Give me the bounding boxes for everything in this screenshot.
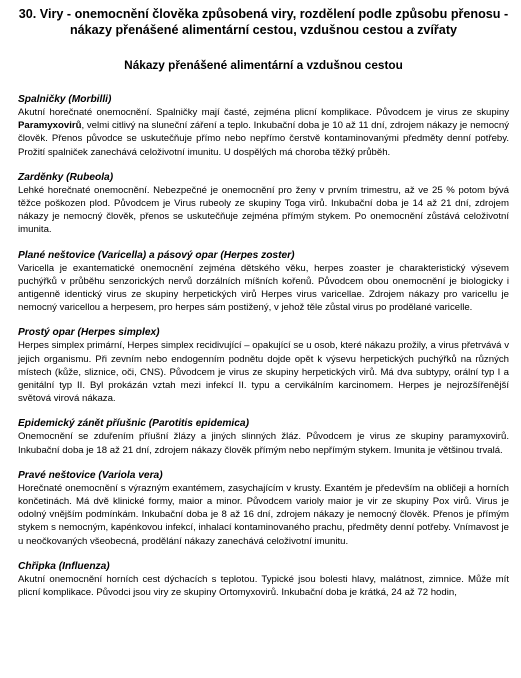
section-heading: Zarděnky (Rubeola) [18,171,114,183]
section-paragraph: Horečnaté onemocnění s výrazným exantémem, zasychajícím v krusty. Exantém je především na obličeji a horních končetinách. Má dvě klinické formy, maior a minor. Původcem varioly maior je vir ze skupiny Pox virů. Virus je odolný vnějším podmínkám. Inkubační doba je 8 až 16 dní, zdrojem nákazy je nemocný člověk. Přenos je přímým stykem s nemocným, kapénkovou infekcí, inhalací kontaminovaného prachu, předměty denní potřeby. Vnímavost je u neočkovaných všeobecná, prodělání nákazy zanechává celoživotní imunitu. [18,482,509,547]
section-paragraph: Herpes simplex primární, Herpes simplex recidivující – opakující se u osob, které nákazu prožily, a virus přetrvává v jejich organismu. Při zevním nebo endogenním podnětu dojde opět k výsevu herpetických puchýřků na různých místech (kůže, sliznice, oči, CNS). Původcem je virus ze skupiny herpetických virů. Má dva subtypy, orální typ I a genitální typ II. Byl prokázán vztah mezi infekcí II. typu a cervikálním karcinomem. Herpes je nejrozšířenější světová virová nákaza. [18,340,509,405]
section-herpes-simplex [18,326,509,405]
section-paragraph [18,106,509,159]
section-variola [18,469,509,548]
section-heading: Pravé neštovice (Variola vera) [18,469,163,481]
paragraph-text: , velmi citlivý na sluneční záření a teplo. Inkubační doba je 10 až 11 dní, zdrojem nákazy je nemocný člověk. Přenos původce se uskutečňuje přímo nebo nepřímo čerstvě kontaminovanými předměty denní potřeby. Prožití spalniček zanechává celoživotní imunitu. U dospělých má choroba těžký průběh. [18,120,509,158]
section-heading: Prostý opar (Herpes simplex) [18,327,160,339]
paragraph-text: Akutní horečnaté onemocnění. Spalničky mají časté, zejména plicní komplikace. Původcem je virus ze skupiny [18,107,509,118]
section-paragraph: Lehké horečnaté onemocnění. Nebezpečné je onemocnění pro ženy v prvním trimestru, až ve 25 % potom bývá těžce poškozen plod. Původcem je Virus rubeoly ze skupiny Toga virů. Inkubační doba je 14 až 21 dní, zdrojem nákazy je nemocný člověk, přenos se uskutečňuje zejména přímým stykem. Po onemocnění zůstává celoživotní imunita. [18,184,509,236]
section-paragraph: Onemocnění se zduřením příušní žlázy a jiných slinných žláz. Původcem je virus ze skupiny paramyxovirů. Inkubační doba je 18 až 21 dní, zdrojem nákazy člověk přímým nebo nepřímým stykem. Imunita je většinou trvalá. [18,431,509,456]
section-heading: Plané neštovice (Varicella) a pásový opar (Herpes zoster) [18,249,295,261]
paragraph-bold-term: Paramyxovirů [18,120,82,132]
section-zardenky [18,171,509,237]
section-influenza [18,560,509,599]
section-spalnicky [18,93,509,159]
section-varicella [18,249,509,315]
section-heading: Spalničky (Morbilli) [18,94,112,105]
section-paragraph: Akutní onemocnění horních cest dýchacích s teplotou. Typické jsou bolesti hlavy, malátnost, zimnice. Může mít plicní komplikace. Původci jsou viry ze skupiny Ortomyxovirů. Inkubační doba je krátká, 24 až 72 hodin, [18,573,509,599]
section-parotitis [18,417,509,456]
section-heading: Epidemický zánět příušnic (Parotitis epidemica) [18,418,249,430]
section-paragraph: Varicella je exantematické onemocnění zejména dětského věku, herpes zoaster je charakteristický výsevem puchýřků v průběhu senzorických nervů dorzálních míšních kořenů. Původcem obou onemocnění je biologicky i antigenně identický virus ze skupiny herpetických virů Herpes virus varicellae. Zdrojem nákazy pro varicellu je nemocný varicellou a herpesem, pro herpes sám postižený, v jehož těle zůstal virus po prodělané varicelle. [18,262,509,314]
document-title: 30. Viry - onemocnění člověka způsobená viry, rozdělení podle způsobu přenosu - nákazy přenášené alimentární cestou, vzdušnou cestou a zvířaty [18,7,509,37]
section-heading: Chřipka (Influenza) [18,560,110,572]
document-subtitle: Nákazy přenášené alimentární a vzdušnou cestou [124,58,403,72]
